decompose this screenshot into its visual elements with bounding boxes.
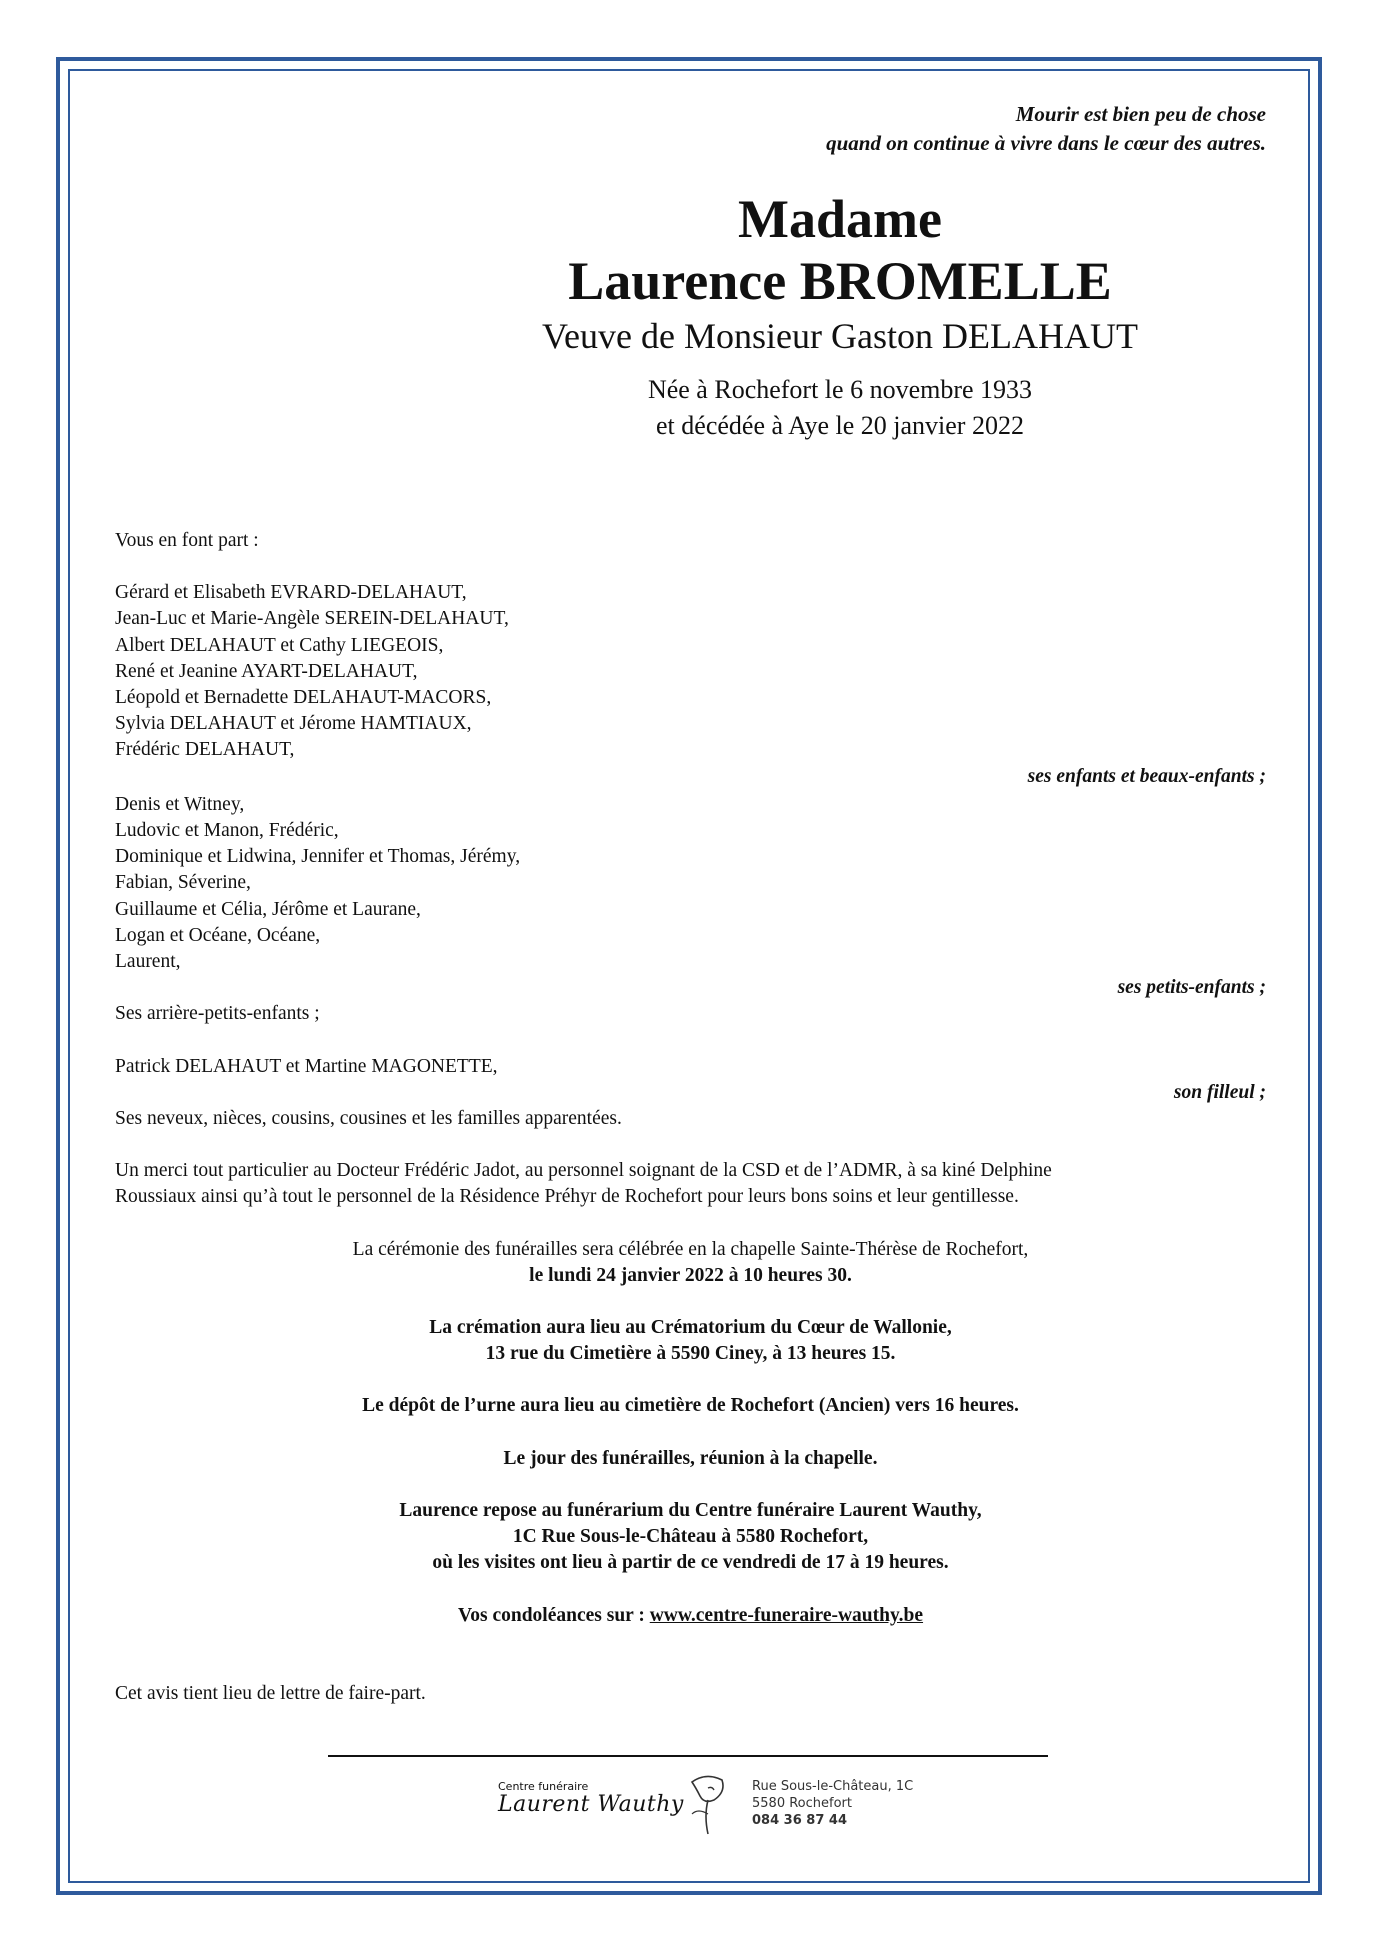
death-line: et décédée à Aye le 20 janvier 2022 [656,411,1024,440]
ceremony-line-2: le lundi 24 janvier 2022 à 10 heures 30. [529,1264,852,1286]
list-item: Frédéric DELAHAUT, [115,739,295,761]
logo-wordmark: Laurent Wauthy [498,1792,684,1817]
announce-intro: Vous en font part : [115,530,259,551]
calla-lily-logo-icon [682,1770,730,1836]
funeral-home-footer [490,1768,950,1838]
list-item: Laurent, [115,951,181,973]
announcement-body [115,528,1266,1707]
list-item: Guillaume et Célia, Jérôme et Laurane, [115,898,421,920]
list-item: Sylvia DELAHAUT et Jérome HAMTIAUX, [115,713,472,735]
relatives-line: Ses neveux, nièces, cousins, cousines et les familles apparentées. [115,1108,622,1130]
children-role: ses enfants et beaux-enfants ; [1027,765,1266,787]
condolences-line [115,1603,1266,1629]
rest-line-3: où les visites ont lieu à partir de ce vendredi de 17 à 19 heures. [432,1552,949,1574]
list-item: Dominique et Lidwina, Jennifer et Thomas, Jérémy, [115,846,521,868]
condolences-label: Vos condoléances sur : [457,1604,650,1626]
cremation-line-2: 13 rue du Cimetière à 5590 Ciney, à 13 heures 15. [485,1343,896,1365]
rest-line-2: 1C Rue Sous-le-Château à 5580 Rochefort, [512,1526,869,1548]
rest-line-1: Laurence repose au funérarium du Centre funéraire Laurent Wauthy, [399,1499,982,1521]
footer-address [752,1778,913,1829]
grandchildren-list [115,792,1266,975]
epigraph-line-1: Mourir est bien peu de chose [1015,102,1266,126]
epigraph-line-2: quand on continue à vivre dans le cœur des autres. [826,131,1266,155]
logo-caption: Centre funéraire [498,1780,589,1793]
epigraph-quote [826,100,1266,158]
condolences-link[interactable]: www.centre-funeraire-wauthy.be [649,1604,924,1626]
grandchildren-role: ses petits-enfants ; [1117,977,1266,999]
list-item: Jean-Luc et Marie-Angèle SEREIN-DELAHAUT, [115,608,509,630]
deceased-name: Laurence BROMELLE [568,251,1112,311]
godson-role: son filleul ; [1173,1081,1266,1103]
footer-divider [328,1755,1048,1757]
address-city: 5580 Rochefort [752,1796,852,1811]
closing-line: Cet avis tient lieu de lettre de faire-part. [115,1682,426,1704]
address-street: Rue Sous-le-Château, 1C [752,1779,914,1794]
thanks-line-2: Roussiaux ainsi qu’à tout le personnel de la Résidence Préhyr de Rochefort pour leurs bons soins et leur gentillesse. [115,1186,1019,1208]
list-item: Léopold et Bernadette DELAHAUT-MACORS, [115,687,492,709]
great-grandchildren: Ses arrière-petits-enfants ; [115,1003,320,1025]
list-item: Albert DELAHAUT et Cathy LIEGEOIS, [115,634,444,656]
ceremony-line-1: La cérémonie des funérailles sera célébrée en la chapelle Sainte-Thérèse de Rochefort, [352,1238,1029,1260]
dates-block [470,372,1210,444]
list-item: Logan et Océane, Océane, [115,924,321,946]
godson-names: Patrick DELAHAUT et Martine MAGONETTE, [115,1055,498,1077]
address-phone: 084 36 87 44 [752,1813,847,1828]
heading-block [470,188,1210,444]
urn-line: Le dépôt de l’urne aura lieu au cimetière de Rochefort (Ancien) vers 16 heures. [362,1395,1019,1417]
children-list [115,580,1266,763]
list-item: Ludovic et Manon, Frédéric, [115,820,339,842]
widow-of: Veuve de Monsieur Gaston DELAHAUT [542,316,1138,356]
meeting-line: Le jour des funérailles, réunion à la chapelle. [503,1447,878,1469]
portrait-photo [125,110,385,480]
list-item: Gérard et Elisabeth EVRARD-DELAHAUT, [115,582,467,604]
list-item: René et Jeanine AYART-DELAHAUT, [115,660,418,682]
list-item: Fabian, Séverine, [115,872,251,894]
thanks-line-1: Un merci tout particulier au Docteur Frédéric Jadot, au personnel soignant de la CSD et de l’ADMR, à sa kiné Delphine [115,1160,1052,1182]
list-item: Denis et Witney, [115,793,245,815]
birth-line: Née à Rochefort le 6 novembre 1933 [647,375,1033,404]
honorific: Madame [738,189,942,249]
cremation-line-1: La crémation aura lieu au Crématorium du Cœur de Wallonie, [429,1317,952,1339]
